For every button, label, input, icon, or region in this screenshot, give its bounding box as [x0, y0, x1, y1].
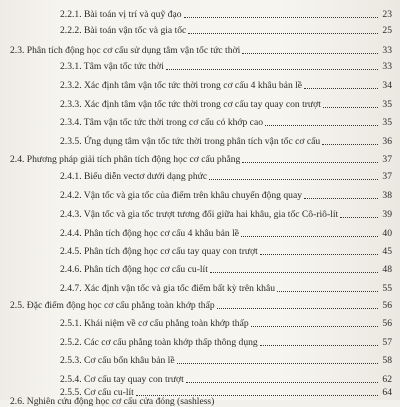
leader-dots: [277, 291, 378, 292]
toc-entry-page: 40: [382, 228, 392, 239]
toc-entry-2-3[interactable]: [10, 42, 392, 56]
toc-entry-title: 2.4.2. Vận tốc và gia tốc của điểm trên khâu chuyển động quay: [60, 190, 302, 201]
toc-entry-title: 2.3.3. Xác định tâm vận tốc tức thời trong cơ cấu tay quay con trượt: [60, 99, 321, 110]
leader-dots: [217, 308, 378, 309]
toc-entry-title: 2.6. Nghiên cứu động học cơ cấu cửa đóng (sashless): [10, 396, 215, 407]
toc-entry-2-6[interactable]: [10, 393, 392, 407]
leader-dots: [260, 345, 378, 346]
toc-entry-title: 2.3.5. Ứng dụng tâm vận tốc tức thời trong phân tích vận tốc cơ cấu: [60, 136, 321, 147]
toc-entry-page: 33: [382, 45, 392, 56]
leader-dots: [210, 272, 378, 273]
toc-entry-page: 38: [382, 190, 392, 201]
toc-entry-title: 2.2.2. Bài toán vận tốc và gia tốc: [60, 25, 187, 36]
toc-entry-title: 2.5.3. Cơ cấu bốn khâu bản lề: [60, 355, 175, 366]
toc-entry-page: 62: [382, 374, 392, 385]
toc-entry-page: 37: [382, 171, 392, 182]
toc-entry-title: 2.4.6. Phân tích động học cơ cấu cu-lít: [60, 264, 208, 275]
toc-entry-2-4[interactable]: [10, 151, 392, 165]
toc-entry-title: 2.3.4. Tâm vận tốc tức thời trong cơ cấu có khớp cao: [60, 117, 264, 128]
leader-dots: [188, 33, 378, 34]
toc-entry-title: 2.5.4. Cơ cấu tay quay con trượt: [60, 374, 184, 385]
leader-dots: [340, 217, 378, 218]
toc-entry-page: 35: [382, 99, 392, 110]
leader-dots: [265, 125, 378, 126]
toc-entry-title: 2.3.1. Tâm vận tốc tức thời: [60, 61, 164, 72]
toc-entry-title: 2.4. Phương pháp giải tích phân tích động học cơ cấu phẳng: [10, 154, 241, 165]
toc-entry-page: 56: [382, 300, 392, 311]
toc-entry-2-5-3[interactable]: [60, 352, 392, 366]
toc-entry-2-5-1[interactable]: [60, 315, 392, 329]
toc-entry-page: 58: [382, 355, 392, 366]
toc-entry-page: 57: [382, 337, 392, 348]
toc-entry-page: 56: [382, 318, 392, 329]
toc-entry-2-2-1[interactable]: [60, 6, 392, 20]
toc-entry-title: 2.3.2. Xác định tâm vận tốc tức thời trong cơ cấu 4 khâu bản lề: [60, 80, 303, 91]
toc-entry-2-4-6[interactable]: [60, 261, 392, 275]
leader-dots: [304, 88, 378, 89]
toc-entry-page: 34: [382, 80, 392, 91]
toc-entry-2-3-5[interactable]: [60, 133, 392, 147]
toc-entry-title: 2.4.3. Vận tốc và gia tốc trượt tương đối giữa hai khâu, gia tốc Cô-riô-lít: [60, 209, 339, 220]
toc-entry-page: 48: [382, 264, 392, 275]
toc-entry-2-5-2[interactable]: [60, 334, 392, 348]
leader-dots: [260, 254, 378, 255]
toc-entry-title: 2.5.2. Các cơ cấu phẳng toàn khớp thấp thông dụng: [60, 337, 258, 348]
toc-entry-page: 23: [382, 9, 392, 20]
toc-entry-page: 33: [382, 61, 392, 72]
leader-dots: [242, 53, 378, 54]
toc-entry-2-4-5[interactable]: [60, 243, 392, 257]
toc-entry-page: 45: [382, 246, 392, 257]
leader-dots: [186, 382, 378, 383]
leader-dots: [323, 107, 378, 108]
toc-entry-title: 2.5.5. Cơ cấu cu-lít: [60, 387, 134, 398]
toc-entry-title: 2.2.1. Bài toán vị trí và quỹ đạo: [60, 9, 182, 20]
toc-entry-title: 2.4.7. Xác định vận tốc và gia tốc điểm bất kỳ trên khâu: [60, 283, 275, 294]
leader-dots: [241, 236, 378, 237]
toc-entry-2-3-1[interactable]: [60, 58, 392, 72]
toc-entry-2-5[interactable]: [10, 297, 392, 311]
toc-entry-2-3-2[interactable]: [60, 77, 392, 91]
leader-dots: [209, 179, 378, 180]
toc-entry-page: 64: [382, 387, 392, 398]
toc-entry-2-4-1[interactable]: [60, 168, 392, 182]
toc-entry-title: 2.5. Đặc điểm động học cơ cấu phẳng toàn khớp thấp: [10, 300, 215, 311]
toc-entry-page: 36: [382, 136, 392, 147]
toc-entry-page: 55: [382, 283, 392, 294]
toc-entry-2-4-3[interactable]: [60, 206, 392, 220]
toc-entry-2-2-2[interactable]: [60, 22, 392, 36]
leader-dots: [166, 69, 378, 70]
leader-dots: [322, 144, 378, 145]
toc-entry-2-3-4[interactable]: [60, 114, 392, 128]
leader-dots: [242, 162, 378, 163]
leader-dots: [304, 198, 378, 199]
toc-entry-title: 2.4.5. Phân tích động học cơ cấu tay quay con trượt: [60, 246, 258, 257]
toc-entry-title: 2.3. Phân tích động học cơ cấu sử dụng tâm vận tốc tức thời: [10, 45, 241, 56]
toc-entry-page: 39: [382, 209, 392, 220]
toc-entry-2-4-7[interactable]: [60, 280, 392, 294]
toc-entry-title: 2.4.4. Phân tích động học cơ cấu 4 khâu bản lề: [60, 228, 240, 239]
leader-dots: [177, 363, 378, 364]
toc-entry-2-4-4[interactable]: [60, 225, 392, 239]
toc-entry-2-3-3[interactable]: [60, 96, 392, 110]
toc-entry-page: 35: [382, 117, 392, 128]
toc-entry-2-4-2[interactable]: [60, 187, 392, 201]
toc-entry-title: 2.5.1. Khái niệm về cơ cấu phẳng toàn khớp thấp: [60, 318, 249, 329]
toc-entry-page: 37: [382, 154, 392, 165]
leader-dots: [251, 326, 378, 327]
toc-entry-page: 25: [382, 25, 392, 36]
leader-dots: [184, 17, 378, 18]
toc-entry-title: 2.4.1. Biểu diễn vectơ dưới dạng phức: [60, 171, 208, 182]
toc-entry-2-5-4[interactable]: [60, 371, 392, 385]
